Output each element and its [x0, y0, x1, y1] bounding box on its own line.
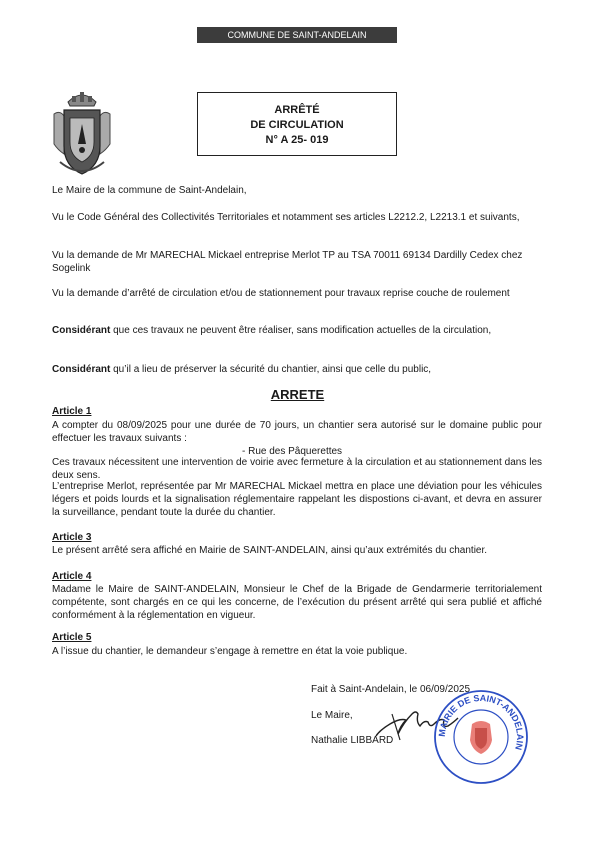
seal-text: MAIRIE DE SAINT-ANDELAIN: [436, 692, 526, 752]
article-4-title: Article 4: [52, 571, 92, 582]
considerant-1-text: que ces travaux ne peuvent être réaliser, sans modification actuelles de la circulation,: [110, 325, 492, 336]
place-date: Fait à Saint-Andelain, le 06/09/2025: [311, 684, 470, 695]
article-3-text: Le présent arrêté sera affiché en Mairie de SAINT-ANDELAIN, ainsi qu’aux extrémités du chantier.: [52, 545, 488, 556]
arrete-number: N° A 25- 019: [265, 134, 329, 146]
considerant-2-text: qu’il a lieu de préserver la sécurité du chantier, ainsi que celle du public,: [110, 364, 432, 375]
coat-of-arms-icon: [50, 84, 114, 186]
title-line-2: DE CIRCULATION: [250, 119, 344, 131]
article-3-title: Article 3: [52, 532, 92, 543]
considerant-2-bold: Considérant: [52, 364, 111, 375]
considerant-1: [52, 324, 542, 337]
article-1-street: - Rue des Pâquerettes: [242, 446, 343, 457]
signatory-name: Nathalie LIBBARD: [311, 735, 394, 746]
vu-demande: Vu la demande de Mr MARECHAL Mickael entreprise Merlot TP au TSA 70011 69134 Dardilly Cedex chez Sogelink: [52, 250, 523, 274]
vu-arrete: Vu la demande d’arrêté de circulation et/ou de stationnement pour travaux reprise couche de roulement: [52, 288, 510, 299]
article-1-title: Article 1: [52, 406, 92, 417]
vu-code: Vu le Code Général des Collectivités Territoriales et notamment ses articles L2212.2, L2213.1 et suivants,: [52, 212, 520, 223]
signature-role: Le Maire,: [311, 710, 353, 721]
article-5-text: A l’issue du chantier, le demandeur s’engage à remettre en état la voie publique.: [52, 646, 408, 657]
mairie-seal-stamp: [432, 688, 530, 786]
title-line-1: ARRÊTÉ: [274, 104, 320, 116]
maire-intro: Le Maire de la commune de Saint-Andelain,: [52, 185, 247, 196]
article-1-p2: Ces travaux nécessitent une intervention de voirie avec fermeture à la circulation et au stationnement dans les deux sens.: [52, 457, 542, 481]
article-4-text: Madame le Maire de SAINT-ANDELAIN, Monsieur le Chef de la Brigade de Gendarmerie territorialement compétente, sont chargés en ce qui les concerne, de l’exécution du présent arrêté qui sera publié et affiché conformément à la réglementation en vigueur.: [52, 584, 542, 621]
considerant-2: [52, 363, 542, 376]
commune-header: COMMUNE DE SAINT-ANDELAIN: [197, 27, 397, 43]
article-1-p1: A compter du 08/09/2025 pour une durée de 70 jours, un chantier sera autorisé sur le domaine public pour effectuer les travaux suivants :: [52, 420, 542, 444]
article-1-p3: L’entreprise Merlot, représentée par Mr MARECHAL Mickael mettra en place une déviation pour les véhicules légers et poids lourds et la signalisation réglementaire rappelant les dispostions ci-avant, et devra en assurer la surveillance, pendant toute la durée du chantier.: [52, 481, 542, 518]
arrete-heading: ARRETE: [270, 387, 325, 402]
article-5-title: Article 5: [52, 632, 92, 643]
considerant-1-bold: Considérant: [52, 325, 111, 336]
title-box: [197, 92, 397, 156]
